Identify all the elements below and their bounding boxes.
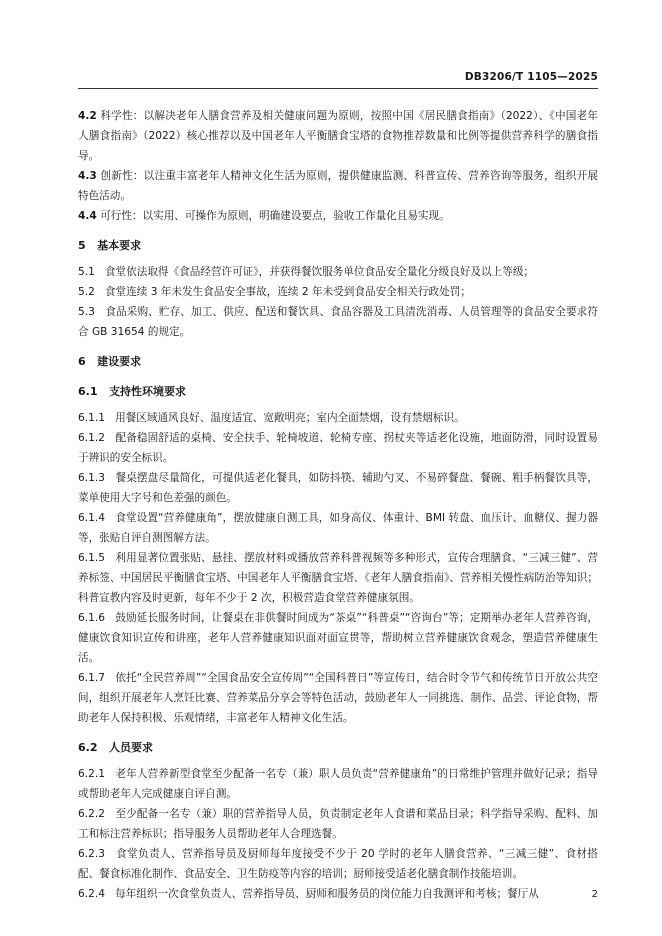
clause-text: 老年人营养新型食堂至少配备一名专（兼）职人员负责“营养健康角”的日常维护管理并做好记录；指导或帮助老年人完成健康自评自测。	[78, 768, 598, 800]
clause-6-1-7	[78, 668, 598, 728]
clause-number: 6.2.3	[78, 848, 105, 860]
clause-number: 6.2.1	[78, 768, 105, 780]
clause-6-2-3	[78, 844, 598, 884]
clause-5-3	[78, 302, 598, 342]
clause-text: 食堂设置“营养健康角”，摆放健康自测工具，如身高仪、体重计、BMI 转盘、血压计、血糖仪、握力器等，张贴自评自测图解方法。	[78, 512, 598, 544]
clause-number: 6.2.4	[78, 888, 105, 900]
clause-4-3	[78, 166, 598, 206]
clause-6-1-3	[78, 468, 598, 508]
clause-6-2-1	[78, 764, 598, 804]
clause-text: 食堂依法取得《食品经营许可证》，并获得餐饮服务单位食品安全量化分级良好及以上等级；	[94, 266, 535, 278]
clause-text: 创新性：以注重丰富老年人精神文化生活为原则，提供健康监测、科普宣传、营养咨询等服务，组织开展特色活动。	[78, 170, 598, 202]
clause-number: 6.1.1	[78, 412, 105, 424]
clause-text: 餐桌摆盘尽量简化，可提供适老化餐具，如防抖筷、辅助勺叉、不易碎餐盘、餐碗、粗手柄餐饮具等，菜单使用大字号和色差强的颜色。	[78, 472, 598, 504]
clause-number: 6.1.5	[78, 552, 105, 564]
clause-number: 5.2	[78, 286, 95, 298]
clause-text: 鼓励延长服务时间，让餐桌在非供餐时间成为“茶桌”“科普桌”“咨询台”等；定期举办老年人营养咨询，健康饮食知识宣传和讲座，老年人营养健康知识面对面宣贯等，帮助树立营养健康饮食观念，塑造营养健康生活。	[78, 612, 598, 664]
clause-number: 6.1.2	[78, 432, 105, 444]
clause-6-1-1	[78, 408, 598, 428]
clause-text: 科学性：以解决老年人膳食营养及相关健康问题为原则，按照中国《居民膳食指南》（2022）、《中国老年人膳食指南》（2022）核心推荐以及中国老年人平衡膳食宝塔的食物推荐数量和比例等提供营养科学的膳食指导。	[78, 110, 598, 162]
clause-text: 配备稳固舒适的桌椅、安全扶手、轮椅坡道、轮椅专座、拐杖夹等适老化设施，地面防滑，同时设置易于辨识的安全标识。	[78, 432, 598, 464]
clause-6-1-6	[78, 608, 598, 668]
section-6-heading: 6 建设要求	[78, 355, 142, 368]
clause-number: 4.3	[78, 170, 97, 182]
section-6-2-heading: 6.2 人员要求	[78, 741, 153, 754]
document-code: DB3206/T 1105—2025	[464, 71, 598, 83]
clause-6-1-4	[78, 508, 598, 548]
clause-text: 每年组织一次食堂负责人、营养指导员、厨师和服务员的岗位能力自我测评和考核；餐厅从	[104, 888, 539, 900]
clause-6-2-2	[78, 804, 598, 844]
page-content	[78, 92, 598, 904]
clause-text: 食品采购、贮存、加工、供应、配送和餐饮具、食品容器及工具清洗消毒、人员管理等的食品安全要求符合 GB 31654 的规定。	[78, 306, 598, 338]
clause-number: 5.1	[78, 266, 95, 278]
clause-6-1-2	[78, 428, 598, 468]
clause-number: 6.1.4	[78, 512, 105, 524]
clause-text: 至少配备一名专（兼）职的营养指导人员，负责制定老年人食谱和菜品目录；科学指导采购、配料、加工和标注营养标识；指导服务人员帮助老年人合理选餐。	[78, 808, 598, 840]
clause-text: 用餐区域通风良好、温度适宜、宽敞明亮；室内全面禁烟，设有禁烟标识。	[104, 412, 465, 424]
clause-4-2	[78, 106, 598, 166]
clause-6-1-5	[78, 548, 598, 608]
clause-text: 食堂连续 3 年未发生食品安全事故，连续 2 年未受到食品安全相关行政处罚；	[94, 286, 471, 298]
section-5-heading: 5 基本要求	[78, 239, 142, 252]
clause-5-2	[78, 282, 598, 302]
header-rule	[78, 88, 598, 89]
clause-text: 食堂负责人、营养指导员及厨师每年度接受不少于 20 学时的老年人膳食营养、“三减三健”、食材搭配、餐食标准化制作、食品安全、卫生防疫等内容的培训；厨师接受适老化膳食制作技能培训。	[78, 848, 598, 880]
clause-number: 6.1.3	[78, 472, 105, 484]
clause-text: 可行性：以实用、可操作为原则，明确建设要点，验收工作量化且易实现。	[96, 210, 450, 222]
section-6-1-heading: 6.1 支持性环境要求	[78, 385, 186, 398]
clause-number: 5.3	[78, 306, 95, 318]
clause-text: 利用显著位置张贴、悬挂、摆放材料或播放营养科普视频等多种形式，宣传合理膳食、“三减三健”、营养标签、中国居民平衡膳食宝塔、中国老年人平衡膳食宝塔、《老年人膳食指南》、营养相关慢性病防治等知识；科普宣教内容及时更新，每年不少于 2 次，积极营造食堂营养健康氛围。	[78, 552, 598, 604]
clause-5-1	[78, 262, 598, 282]
clause-number: 4.4	[78, 210, 97, 222]
clause-number: 4.2	[78, 110, 97, 122]
clause-number: 6.2.2	[78, 808, 105, 820]
page-number: 2	[591, 889, 598, 900]
clause-text: 依托“全民营养周”“全国食品安全宣传周”“全国科普日”等宣传日，结合时令节气和传统节日开放公共空间，组织开展老年人烹饪比赛、营养菜品分享会等特色活动，鼓励老年人一同挑选、制作、品尝、评论食物，帮助老年人保持积极、乐观情绪，丰富老年人精神文化生活。	[78, 672, 598, 724]
clause-number: 6.1.7	[78, 672, 105, 684]
clause-4-4	[78, 206, 598, 226]
clause-6-2-4	[78, 884, 598, 904]
clause-number: 6.1.6	[78, 612, 105, 624]
